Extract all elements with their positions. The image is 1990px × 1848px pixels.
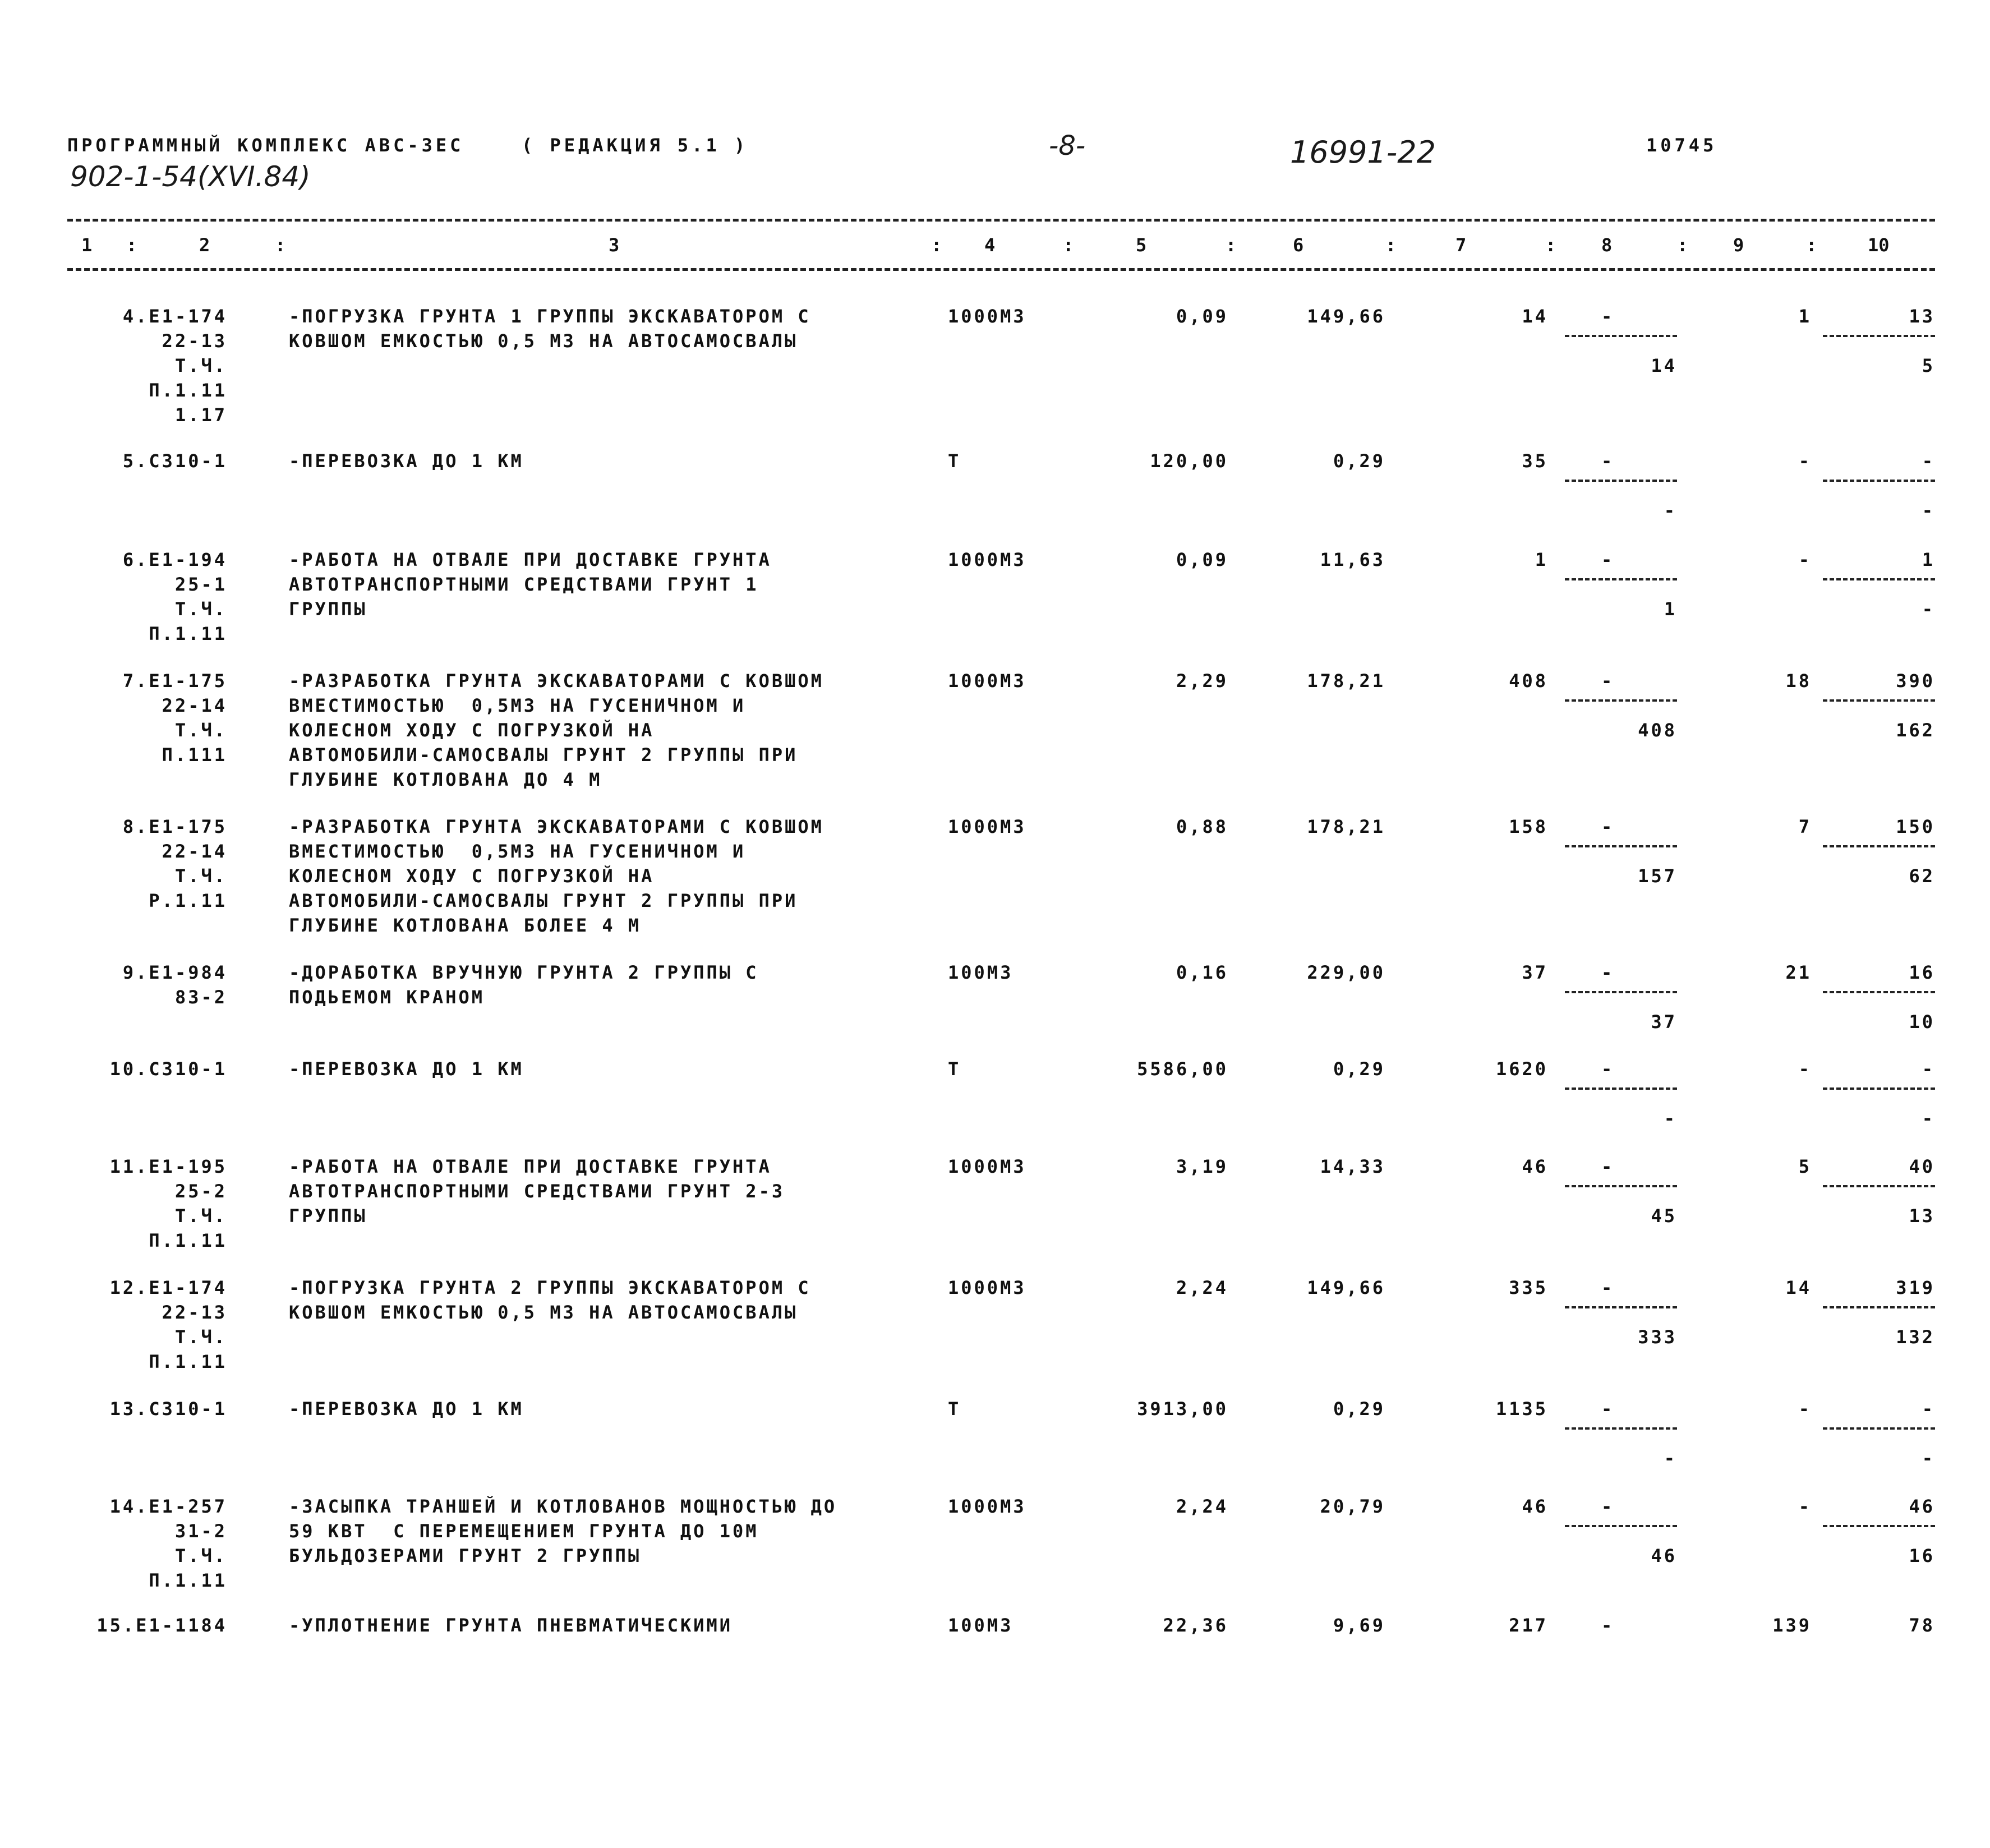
unit: 1000МЗ	[948, 549, 1026, 570]
col10-top: 319	[1896, 1277, 1935, 1298]
work-description: -РАЗРАБОТКА ГРУНТА ЭКСКАВАТОРАМИ С КОВШОМ ВМЕСТИМОСТЬЮ 0,5МЗ НА ГУСЕНИЧНОМ И КОЛЕСНОМ ХОДУ С ПОГРУЗКОЙ НА АВТОМОБИЛИ-САМОСВАЛЫ ГРУНТ 2 ГРУППЫ ПРИ ГЛУБИНЕ КОТЛОВАНА ДО 4 М	[289, 670, 824, 790]
unit: Т	[948, 450, 961, 472]
quantity: 0,09	[1176, 549, 1228, 570]
total-cost: 37	[1522, 962, 1548, 983]
col10-top: 46	[1909, 1496, 1935, 1517]
col8-bottom: -	[1664, 1448, 1677, 1469]
quantity: 5586,00	[1137, 1058, 1228, 1080]
unit-price: 149,66	[1307, 306, 1385, 327]
document-number: 16991-22	[1290, 135, 1436, 170]
fraction-line	[1565, 1185, 1677, 1187]
total-cost: 14	[1522, 306, 1548, 327]
unit-price: 0,29	[1333, 1058, 1385, 1080]
table-row	[0, 669, 1990, 790]
work-description: -РАБОТА НА ОТВАЛЕ ПРИ ДОСТАВКЕ ГРУНТА АВТОТРАНСПОРТНЫМИ СРЕДСТВАМИ ГРУНТ 1 ГРУППЫ	[289, 549, 772, 620]
quantity: 3,19	[1176, 1156, 1228, 1177]
col10-bottom: 5	[1922, 355, 1935, 376]
col-8: 8	[1601, 234, 1613, 256]
fraction-line	[1823, 1185, 1935, 1187]
col9-value: -	[1798, 1398, 1812, 1420]
fraction-line	[1823, 1525, 1935, 1527]
col10-top: 1	[1922, 549, 1935, 570]
quantity: 2,24	[1176, 1496, 1228, 1517]
quantity: 120,00	[1150, 450, 1228, 472]
unit: 1000МЗ	[948, 1156, 1026, 1177]
table-row	[0, 960, 1990, 1033]
col-sep: :	[1385, 234, 1397, 256]
col8-bottom: 37	[1651, 1011, 1677, 1033]
table-row	[0, 1275, 1990, 1372]
fraction-line	[1565, 480, 1677, 482]
col-5: 5	[1136, 234, 1147, 256]
col-sep: :	[1545, 234, 1556, 256]
quantity: 2,29	[1176, 670, 1228, 692]
col9-value: -	[1798, 1496, 1812, 1517]
unit-price: 149,66	[1307, 1277, 1385, 1298]
unit-price: 229,00	[1307, 962, 1385, 983]
col-2: 2	[199, 234, 210, 256]
col10-bottom: 62	[1909, 865, 1935, 887]
col10-bottom: -	[1922, 1108, 1935, 1129]
total-cost: 1620	[1495, 1058, 1548, 1080]
quantity: 22,36	[1163, 1615, 1228, 1636]
fraction-line	[1565, 578, 1677, 580]
col-6: 6	[1293, 234, 1304, 256]
fraction-line	[1823, 1087, 1935, 1090]
page-number: -8-	[1049, 130, 1086, 162]
table-row	[0, 1494, 1990, 1591]
col10-bottom: 132	[1896, 1326, 1935, 1348]
col10-bottom: 16	[1909, 1545, 1935, 1566]
fraction-line	[1823, 1306, 1935, 1308]
col-sep: :	[275, 234, 286, 256]
unit: 1000МЗ	[948, 670, 1026, 692]
work-description: -ПЕРЕВОЗКА ДО 1 КМ	[289, 1398, 524, 1420]
col-sep: :	[931, 234, 942, 256]
fraction-line	[1823, 578, 1935, 580]
col10-top: 150	[1896, 816, 1935, 837]
item-code: 8.Е1-175 22-14 Т.Ч. Р.1.11	[122, 816, 227, 911]
table-row	[0, 304, 1990, 426]
col9-value: -	[1798, 450, 1812, 472]
item-code: 5.С310-1	[122, 450, 227, 472]
col8-top: -	[1601, 1156, 1615, 1177]
unit: 1000МЗ	[948, 816, 1026, 837]
col8-top: -	[1601, 1277, 1615, 1298]
fraction-line	[1565, 1525, 1677, 1527]
table-row	[0, 814, 1990, 936]
col9-value: 21	[1785, 962, 1812, 983]
col-sep: :	[1806, 234, 1817, 256]
col-1: 1	[81, 234, 93, 256]
fraction-line	[1823, 699, 1935, 702]
unit: Т	[948, 1398, 961, 1420]
fraction-line	[1565, 845, 1677, 847]
col10-top: -	[1922, 450, 1935, 472]
table-row	[0, 1613, 1990, 1636]
work-description: -РАБОТА НА ОТВАЛЕ ПРИ ДОСТАВКЕ ГРУНТА АВТОТРАНСПОРТНЫМИ СРЕДСТВАМИ ГРУНТ 2-3 ГРУППЫ	[289, 1156, 785, 1227]
quantity: 2,24	[1176, 1277, 1228, 1298]
col10-bottom: 13	[1909, 1205, 1935, 1227]
item-code: 14.Е1-257 31-2 Т.Ч. П.1.11	[109, 1496, 227, 1591]
unit-price: 11,63	[1320, 549, 1385, 570]
col8-top: -	[1601, 1058, 1615, 1080]
col8-bottom: 157	[1638, 865, 1677, 887]
col8-bottom: 46	[1651, 1545, 1677, 1566]
fraction-line	[1823, 991, 1935, 993]
work-description: -ПОГРУЗКА ГРУНТА 2 ГРУППЫ ЭКСКАВАТОРОМ С КОВШОМ ЕМКОСТЬЮ 0,5 МЗ НА АВТОСАМОСВАЛЫ	[289, 1277, 811, 1323]
col9-value: 7	[1798, 816, 1812, 837]
table-row	[0, 1057, 1990, 1129]
fraction-line	[1823, 335, 1935, 337]
work-description: -ЗАСЫПКА ТРАНШЕЙ И КОТЛОВАНОВ МОЩНОСТЬЮ ДО 59 КВТ С ПЕРЕМЕЩЕНИЕМ ГРУНТА ДО 10М БУЛЬДОЗЕРАМИ ГРУНТ 2 ГРУППЫ	[289, 1496, 837, 1566]
unit: 1000МЗ	[948, 1277, 1026, 1298]
col9-value: -	[1798, 549, 1812, 570]
work-description: -ДОРАБОТКА ВРУЧНУЮ ГРУНТА 2 ГРУППЫ С ПОДЬЕМОМ КРАНОМ	[289, 962, 759, 1008]
col-4: 4	[984, 234, 996, 256]
col8-bottom: -	[1664, 1108, 1677, 1129]
project-number: 902-1-54(XVI.84)	[70, 160, 311, 193]
col10-bottom: -	[1922, 500, 1935, 521]
unit-price: 0,29	[1333, 450, 1385, 472]
item-code: 6.Е1-194 25-1 Т.Ч. П.1.11	[122, 549, 227, 644]
item-code: 7.Е1-175 22-14 Т.Ч. П.111	[122, 670, 227, 766]
total-cost: 158	[1509, 816, 1548, 837]
work-description: -ПЕРЕВОЗКА ДО 1 КМ	[289, 1058, 524, 1080]
quantity: 0,09	[1176, 306, 1228, 327]
item-code: 13.С310-1	[109, 1398, 227, 1420]
unit-price: 14,33	[1320, 1156, 1385, 1177]
col8-top: -	[1601, 1496, 1615, 1517]
fraction-line	[1823, 1427, 1935, 1430]
fraction-line	[1565, 699, 1677, 702]
col10-top: 78	[1909, 1615, 1935, 1636]
top-rule	[67, 219, 1935, 222]
table-row	[0, 449, 1990, 521]
col8-top: -	[1601, 1398, 1615, 1420]
table-row	[0, 1397, 1990, 1469]
col-sep: :	[1226, 234, 1237, 256]
unit: Т	[948, 1058, 961, 1080]
edition-label: ( РЕДАКЦИЯ 5.1 )	[522, 135, 749, 156]
work-description: -ПОГРУЗКА ГРУНТА 1 ГРУППЫ ЭКСКАВАТОРОМ С КОВШОМ ЕМКОСТЬЮ 0,5 МЗ НА АВТОСАМОСВАЛЫ	[289, 306, 811, 352]
col-sep: :	[1677, 234, 1688, 256]
unit-price: 0,29	[1333, 1398, 1385, 1420]
col8-bottom: 14	[1651, 355, 1677, 376]
col8-bottom: 45	[1651, 1205, 1677, 1227]
total-cost: 46	[1522, 1156, 1548, 1177]
item-code: 15.Е1-1184	[96, 1615, 227, 1636]
unit: 100МЗ	[948, 1615, 1014, 1636]
col8-top: -	[1601, 306, 1615, 327]
fraction-line	[1565, 1087, 1677, 1090]
quantity: 3913,00	[1137, 1398, 1228, 1420]
unit: 1000МЗ	[948, 306, 1026, 327]
col-9: 9	[1733, 234, 1744, 256]
col9-value: -	[1798, 1058, 1812, 1080]
col8-bottom: 1	[1664, 598, 1677, 620]
col-sep: :	[1063, 234, 1074, 256]
unit-price: 178,21	[1307, 816, 1385, 837]
table-row	[0, 1154, 1990, 1251]
total-cost: 46	[1522, 1496, 1548, 1517]
fraction-line	[1565, 991, 1677, 993]
total-cost: 1	[1535, 549, 1548, 570]
col-3: 3	[609, 234, 620, 256]
document-code: 10745	[1646, 135, 1717, 156]
work-description: -ПЕРЕВОЗКА ДО 1 КМ	[289, 450, 524, 472]
fraction-line	[1565, 335, 1677, 337]
quantity: 0,88	[1176, 816, 1228, 837]
total-cost: 335	[1509, 1277, 1548, 1298]
col9-value: 1	[1798, 306, 1812, 327]
total-cost: 1135	[1495, 1398, 1548, 1420]
unit-price: 20,79	[1320, 1496, 1385, 1517]
col10-top: -	[1922, 1398, 1935, 1420]
col10-bottom: -	[1922, 1448, 1935, 1469]
col9-value: 5	[1798, 1156, 1812, 1177]
table-row	[0, 547, 1990, 644]
col-sep: :	[126, 234, 137, 256]
col9-value: 14	[1785, 1277, 1812, 1298]
col10-top: 16	[1909, 962, 1935, 983]
quantity: 0,16	[1176, 962, 1228, 983]
col9-value: 18	[1785, 670, 1812, 692]
work-description: -УПЛОТНЕНИЕ ГРУНТА ПНЕВМАТИЧЕСКИМИ	[289, 1615, 733, 1636]
col8-bottom: -	[1664, 500, 1677, 521]
col-10: 10	[1868, 234, 1890, 256]
fraction-line	[1565, 1427, 1677, 1430]
total-cost: 408	[1509, 670, 1548, 692]
fraction-line	[1823, 480, 1935, 482]
unit: 1000МЗ	[948, 1496, 1026, 1517]
work-description: -РАЗРАБОТКА ГРУНТА ЭКСКАВАТОРАМИ С КОВШОМ ВМЕСТИМОСТЬЮ 0,5МЗ НА ГУСЕНИЧНОМ И КОЛЕСНОМ ХОДУ С ПОГРУЗКОЙ НА АВТОМОБИЛИ-САМОСВАЛЫ ГРУНТ 2 ГРУППЫ ПРИ ГЛУБИНЕ КОТЛОВАНА БОЛЕЕ 4 М	[289, 816, 824, 936]
fraction-line	[1565, 1306, 1677, 1308]
col10-top: -	[1922, 1058, 1935, 1080]
total-cost: 35	[1522, 450, 1548, 472]
col10-bottom: -	[1922, 598, 1935, 620]
unit-price: 9,69	[1333, 1615, 1385, 1636]
col8-top: -	[1601, 450, 1615, 472]
col8-top: -	[1601, 816, 1615, 837]
item-code: 9.Е1-984 83-2	[122, 962, 227, 1008]
fraction-line	[1823, 845, 1935, 847]
col8-bottom: 408	[1638, 720, 1677, 741]
col8-top: -	[1601, 549, 1615, 570]
item-code: 4.Е1-174 22-13 Т.Ч. П.1.11 1.17	[122, 306, 227, 426]
unit: 100МЗ	[948, 962, 1014, 983]
col10-top: 390	[1896, 670, 1935, 692]
total-cost: 217	[1509, 1615, 1548, 1636]
col10-top: 13	[1909, 306, 1935, 327]
col8-top: -	[1601, 1615, 1615, 1636]
col-7: 7	[1455, 234, 1467, 256]
col10-bottom: 10	[1909, 1011, 1935, 1033]
item-code: 12.Е1-174 22-13 Т.Ч. П.1.11	[109, 1277, 227, 1372]
program-name: ПРОГРАММНЫЙ КОМПЛЕКС АВС-ЗЕС	[67, 135, 464, 156]
header-rule	[67, 268, 1935, 271]
col10-bottom: 162	[1896, 720, 1935, 741]
col8-top: -	[1601, 670, 1615, 692]
col10-top: 40	[1909, 1156, 1935, 1177]
unit-price: 178,21	[1307, 670, 1385, 692]
col8-top: -	[1601, 962, 1615, 983]
col9-value: 139	[1772, 1615, 1812, 1636]
item-code: 11.Е1-195 25-2 Т.Ч. П.1.11	[109, 1156, 227, 1251]
col8-bottom: 333	[1638, 1326, 1677, 1348]
item-code: 10.С310-1	[109, 1058, 227, 1080]
